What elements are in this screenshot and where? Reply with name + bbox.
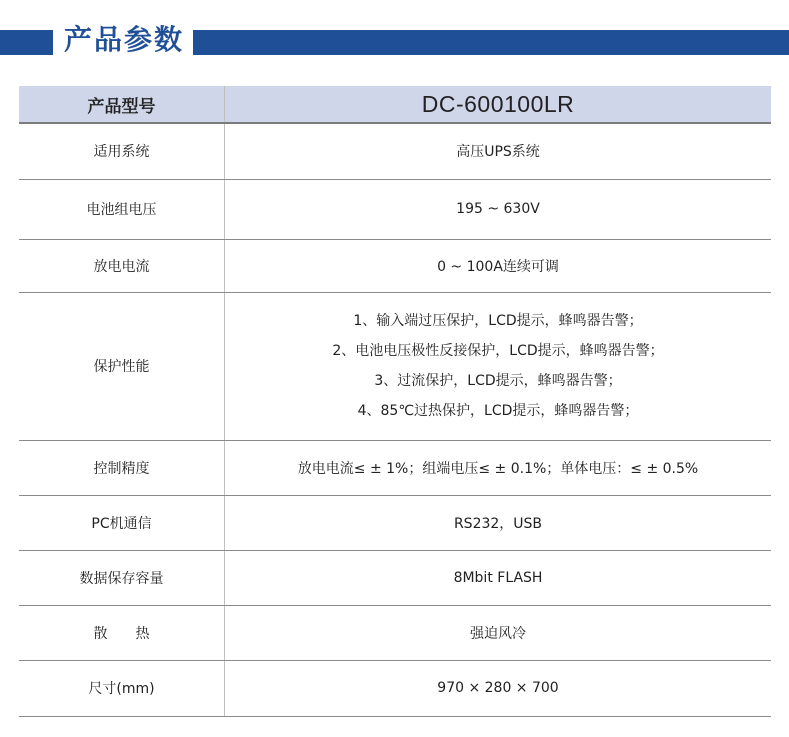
row-label: 数据保存容量 xyxy=(19,550,225,605)
protection-line: 3、过流保护，LCD提示，蜂鸣器告警； xyxy=(374,373,622,389)
protection-lines xyxy=(225,292,772,440)
table-row-protection xyxy=(19,292,771,440)
table-header-row xyxy=(19,86,771,123)
row-value: 放电电流≤ ± 1%；组端电压≤ ± 0.1%；单体电压：≤ ± 0.5% xyxy=(225,440,772,495)
row-value: 0 ~ 100A连续可调 xyxy=(225,239,772,292)
protection-line: 2、电池电压极性反接保护，LCD提示，蜂鸣器告警； xyxy=(332,343,664,359)
table-row xyxy=(19,440,771,495)
row-value: 970 × 280 × 700 xyxy=(225,660,772,716)
protection-line: 4、85℃过热保护，LCD提示，蜂鸣器告警； xyxy=(357,403,639,419)
table-row xyxy=(19,660,771,716)
table-row xyxy=(19,495,771,550)
row-label: 放电电流 xyxy=(19,239,225,292)
table-row xyxy=(19,123,771,179)
row-label: 电池组电压 xyxy=(19,179,225,239)
table-row xyxy=(19,605,771,660)
row-label: 尺寸(mm) xyxy=(19,660,225,716)
row-value: 8Mbit FLASH xyxy=(225,550,772,605)
row-value: 强迫风冷 xyxy=(225,605,772,660)
model-value: DC-600100LR xyxy=(225,86,772,123)
row-label: 散 热 xyxy=(19,605,225,660)
row-value: RS232，USB xyxy=(225,495,772,550)
model-label: 产品型号 xyxy=(19,86,225,123)
section-title: 产品参数 xyxy=(64,23,185,56)
row-value: 高压UPS系统 xyxy=(225,123,772,179)
row-label: 控制精度 xyxy=(19,440,225,495)
row-label: 适用系统 xyxy=(19,123,225,179)
table-row xyxy=(19,179,771,239)
header-right-tick xyxy=(193,30,198,55)
spec-table xyxy=(19,86,771,717)
header-left-tick xyxy=(48,30,53,55)
table-row xyxy=(19,550,771,605)
row-value: 195 ~ 630V xyxy=(225,179,772,239)
row-label: 保护性能 xyxy=(19,292,225,440)
table-row xyxy=(19,239,771,292)
protection-line: 1、输入端过压保护，LCD提示，蜂鸣器告警； xyxy=(353,313,643,329)
row-label: PC机通信 xyxy=(19,495,225,550)
